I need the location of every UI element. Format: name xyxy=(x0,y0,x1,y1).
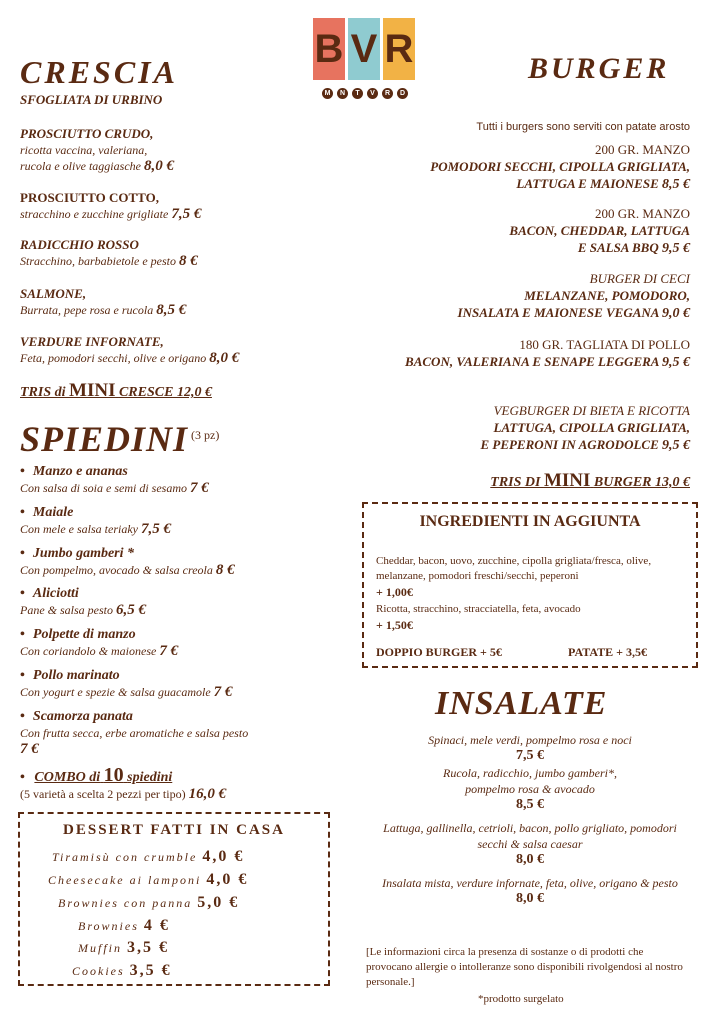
crescia-title: CRESCIA xyxy=(20,54,178,90)
dessert-item xyxy=(48,871,248,889)
crescia-item xyxy=(20,334,310,366)
item-name: Maiale xyxy=(32,505,74,520)
dessert-name: Muffin xyxy=(78,941,122,955)
crescia-item xyxy=(20,237,310,269)
burger-item xyxy=(360,141,690,193)
burger-price: 8,5 € xyxy=(662,177,690,192)
logo-sub-letter: V xyxy=(367,88,378,99)
insalata-price: 8,0 € xyxy=(516,852,544,867)
dessert-item xyxy=(78,939,169,957)
tris-mini: MINI xyxy=(543,470,591,491)
insalata-item xyxy=(362,820,698,868)
crescia-item xyxy=(20,190,310,222)
spiedini-item xyxy=(20,709,310,758)
insalata-price: 8,5 € xyxy=(516,797,544,812)
insalate-title: INSALATE xyxy=(435,685,608,722)
item-desc: Feta, pomodori secchi, olive e origano xyxy=(20,351,207,365)
burger-line3: LATTUGA E MAIONESE xyxy=(516,176,659,191)
ingredients-price2: + 1,50€ xyxy=(376,618,413,632)
item-price: 8 € xyxy=(178,253,198,269)
doppio-burger: DOPPIO BURGER + 5€ xyxy=(376,645,502,659)
burger-tris xyxy=(490,470,690,492)
item-name: SALMONE, xyxy=(20,286,87,301)
item-price: 7 € xyxy=(190,480,209,496)
item-desc: Con salsa di soia e semi di sesamo xyxy=(20,481,188,495)
burger-line3: E SALSA BBQ xyxy=(577,240,659,255)
dessert-price: 4,0 € xyxy=(202,848,245,865)
spiedini-item xyxy=(20,464,310,496)
burger-price: 9,5 € xyxy=(662,355,690,370)
logo-letter-2: V xyxy=(348,18,380,80)
dessert-name: Cheesecake ai lamponi xyxy=(48,873,202,887)
tris-post: BURGER 13,0 € xyxy=(593,475,690,490)
logo-sub-letter: D xyxy=(397,88,408,99)
item-desc: Con yogurt e spezie & salsa guacamole xyxy=(20,685,211,699)
item-name: Manzo e ananas xyxy=(32,464,128,479)
insalata-desc: Spinaci, mele verdi, pompelmo rosa e noci xyxy=(428,733,632,747)
item-desc: Con frutta secca, erbe aromatiche e salsa pesto xyxy=(20,726,249,740)
dessert-item xyxy=(52,848,244,866)
burger-line1: VEGBURGER DI BIETA E RICOTTA xyxy=(493,403,690,418)
item-desc: Con coriandolo & maionese xyxy=(20,644,157,658)
burger-line2: BACON, CHEDDAR, LATTUGA xyxy=(509,223,690,238)
dessert-price: 3,5 € xyxy=(129,962,172,979)
spiedini-item xyxy=(20,627,310,659)
burger-line1: 180 GR. TAGLIATA DI POLLO xyxy=(519,337,690,352)
item-name: Aliciotti xyxy=(32,586,79,601)
burger-line3: E PEPERONI IN AGRODOLCE xyxy=(480,437,659,452)
dessert-name: Brownies xyxy=(78,919,139,933)
insalata-item xyxy=(362,875,698,907)
bullet: • xyxy=(20,668,25,683)
item-desc: Con mele e salsa teriaky xyxy=(20,522,138,536)
burger-title: BURGER xyxy=(528,52,670,85)
insalata-price: 8,0 € xyxy=(516,891,544,906)
item-price: 7 € xyxy=(213,684,233,700)
item-desc: rucola e olive taggiasche xyxy=(20,159,141,173)
burger-price: 9,0 € xyxy=(662,306,690,321)
spiedini-note: (3 pz) xyxy=(191,428,220,442)
combo-post: spiedini xyxy=(127,770,173,785)
item-price: 8,0 € xyxy=(209,350,240,366)
item-name: RADICCHIO ROSSO xyxy=(20,237,139,252)
ingredients-group2: Ricotta, stracchino, stracciatella, feta, avocado xyxy=(376,603,581,615)
item-name: Pollo marinato xyxy=(32,668,120,683)
spiedini-item xyxy=(20,668,310,700)
dessert-name: Tiramisù con crumble xyxy=(52,850,198,864)
dessert-item xyxy=(72,962,172,980)
spiedini-item xyxy=(20,505,310,537)
bullet: • xyxy=(20,464,25,479)
restaurant-logo xyxy=(313,18,417,110)
item-name: Scamorza panata xyxy=(32,709,133,724)
spiedini-item xyxy=(20,586,310,618)
bullet: • xyxy=(20,586,25,601)
item-desc: Stracchino, barbabietole e pesto xyxy=(20,254,176,268)
burger-line1: BURGER DI CECI xyxy=(589,271,690,286)
combo-pre: COMBO di xyxy=(34,770,101,785)
item-desc: ricotta vaccina, valeriana, xyxy=(20,143,148,157)
insalata-desc: Insalata mista, verdure infornate, feta, olive, origano & pesto xyxy=(382,876,678,890)
logo-sub-letter: T xyxy=(352,88,363,99)
burger-item xyxy=(360,270,690,322)
insalata-desc: Lattuga, gallinella, cetrioli, bacon, pollo grigliato, pomodori secchi & salsa caesar xyxy=(383,821,677,851)
dessert-item xyxy=(58,894,239,912)
ingredients-title: INGREDIENTI IN AGGIUNTA xyxy=(419,513,641,530)
item-desc: Pane & salsa pesto xyxy=(20,603,113,617)
item-price: 7 € xyxy=(20,741,39,757)
burger-item xyxy=(360,205,690,257)
burger-line2: MELANZANE, POMODORO, xyxy=(524,288,690,303)
insalata-desc: Rucola, radicchio, jumbo gamberi*, pompelmo rosa & avocado xyxy=(443,766,617,796)
logo-sub-letter: M xyxy=(322,88,333,99)
tris-pre: TRIS di xyxy=(20,385,66,400)
item-price: 7,5 € xyxy=(140,521,171,537)
ingredients-price1: + 1,00€ xyxy=(376,585,413,599)
dessert-price: 3,5 € xyxy=(127,939,169,956)
item-price: 8,0 € xyxy=(143,158,174,174)
insalata-price: 7,5 € xyxy=(516,748,544,763)
crescia-subtitle: SFOGLIATA DI URBINO xyxy=(20,92,163,107)
ingredients-box xyxy=(362,502,698,668)
crescia-item xyxy=(20,126,310,174)
dessert-name: Brownies con panna xyxy=(58,896,193,910)
item-price: 7,5 € xyxy=(171,206,202,222)
logo-letter-3: R xyxy=(383,18,415,80)
allergen-note: [Le informazioni circa la presenza di sostanze o di prodotti che provocano allergie o intolleranze sono disponibili rivolgendosi al nostro personale.] xyxy=(366,946,683,988)
bullet: • xyxy=(20,709,25,724)
burger-note: Tutti i burgers sono serviti con patate arosto xyxy=(476,121,690,133)
burger-item xyxy=(360,402,690,454)
item-price: 7 € xyxy=(159,643,179,659)
burger-line1: 200 GR. MANZO xyxy=(595,142,690,157)
patate-extra: PATATE + 3,5€ xyxy=(568,645,647,659)
item-desc: Con pompelmo, avocado & salsa creola xyxy=(20,563,213,577)
burger-price: 9,5 € xyxy=(662,241,690,256)
item-name: Jumbo gamberi * xyxy=(32,546,135,561)
dessert-price: 5,0 € xyxy=(197,894,240,911)
dessert-item xyxy=(78,917,170,935)
burger-line2: BACON, VALERIANA E SENAPE LEGGERA xyxy=(405,354,659,369)
item-name: Polpette di manzo xyxy=(32,627,136,642)
dessert-name: Cookies xyxy=(72,964,125,978)
bullet: • xyxy=(20,770,25,785)
dessert-title: DESSERT FATTI IN CASA xyxy=(63,822,285,838)
bullet: • xyxy=(20,627,25,642)
spiedini-title: SPIEDINI xyxy=(20,419,189,459)
logo-subtitle xyxy=(313,88,417,99)
burger-line1: 200 GR. MANZO xyxy=(595,206,690,221)
tris-pre: TRIS DI xyxy=(490,475,541,490)
insalata-item xyxy=(362,732,698,764)
tris-mini: MINI xyxy=(69,380,116,401)
item-price: 8,5 € xyxy=(156,302,187,318)
combo-note xyxy=(20,786,226,803)
item-price: 8 € xyxy=(215,562,235,578)
burger-price: 9,5 € xyxy=(662,438,690,453)
dessert-price: 4 € xyxy=(143,917,170,934)
spiedini-item xyxy=(20,546,310,578)
item-name: VERDURE INFORNATE, xyxy=(20,334,164,349)
combo-note-text: (5 varietà a scelta 2 pezzi per tipo) xyxy=(20,787,186,801)
logo-letter-1: B xyxy=(313,18,345,80)
item-desc: stracchino e zucchine grigliate xyxy=(20,207,169,221)
burger-line2: POMODORI SECCHI, CIPOLLA GRIGLIATA, xyxy=(430,159,690,174)
logo-sub-letter: N xyxy=(337,88,348,99)
burger-line2: LATTUGA, CIPOLLA GRIGLIATA, xyxy=(493,420,690,435)
item-name: PROSCIUTTO CRUDO, xyxy=(20,126,154,141)
crescia-item xyxy=(20,286,310,318)
combo-price: 16,0 € xyxy=(188,786,227,802)
item-desc: Burrata, pepe rosa e rucola xyxy=(20,303,154,317)
dessert-box xyxy=(18,812,330,986)
item-price: 6,5 € xyxy=(116,602,146,618)
frozen-note: *prodotto surgelato xyxy=(478,993,564,1005)
item-name: PROSCIUTTO COTTO, xyxy=(20,190,159,205)
burger-line3: INSALATA E MAIONESE VEGANA xyxy=(457,305,659,320)
bullet: • xyxy=(20,546,25,561)
spiedini-combo xyxy=(20,764,172,787)
burger-item xyxy=(360,336,690,371)
tris-post: CRESCE 12,0 € xyxy=(118,385,212,400)
logo-sub-letter: R xyxy=(382,88,393,99)
dessert-price: 4,0 € xyxy=(206,871,249,888)
crescia-tris xyxy=(20,380,212,402)
bullet: • xyxy=(20,505,25,520)
insalata-item xyxy=(362,765,698,813)
ingredients-group1: Cheddar, bacon, uovo, zucchine, cipolla grigliata/fresca, olive, melanzane, pomodori freschi/secchi, peperoni xyxy=(376,555,652,582)
combo-number: 10 xyxy=(103,764,124,786)
